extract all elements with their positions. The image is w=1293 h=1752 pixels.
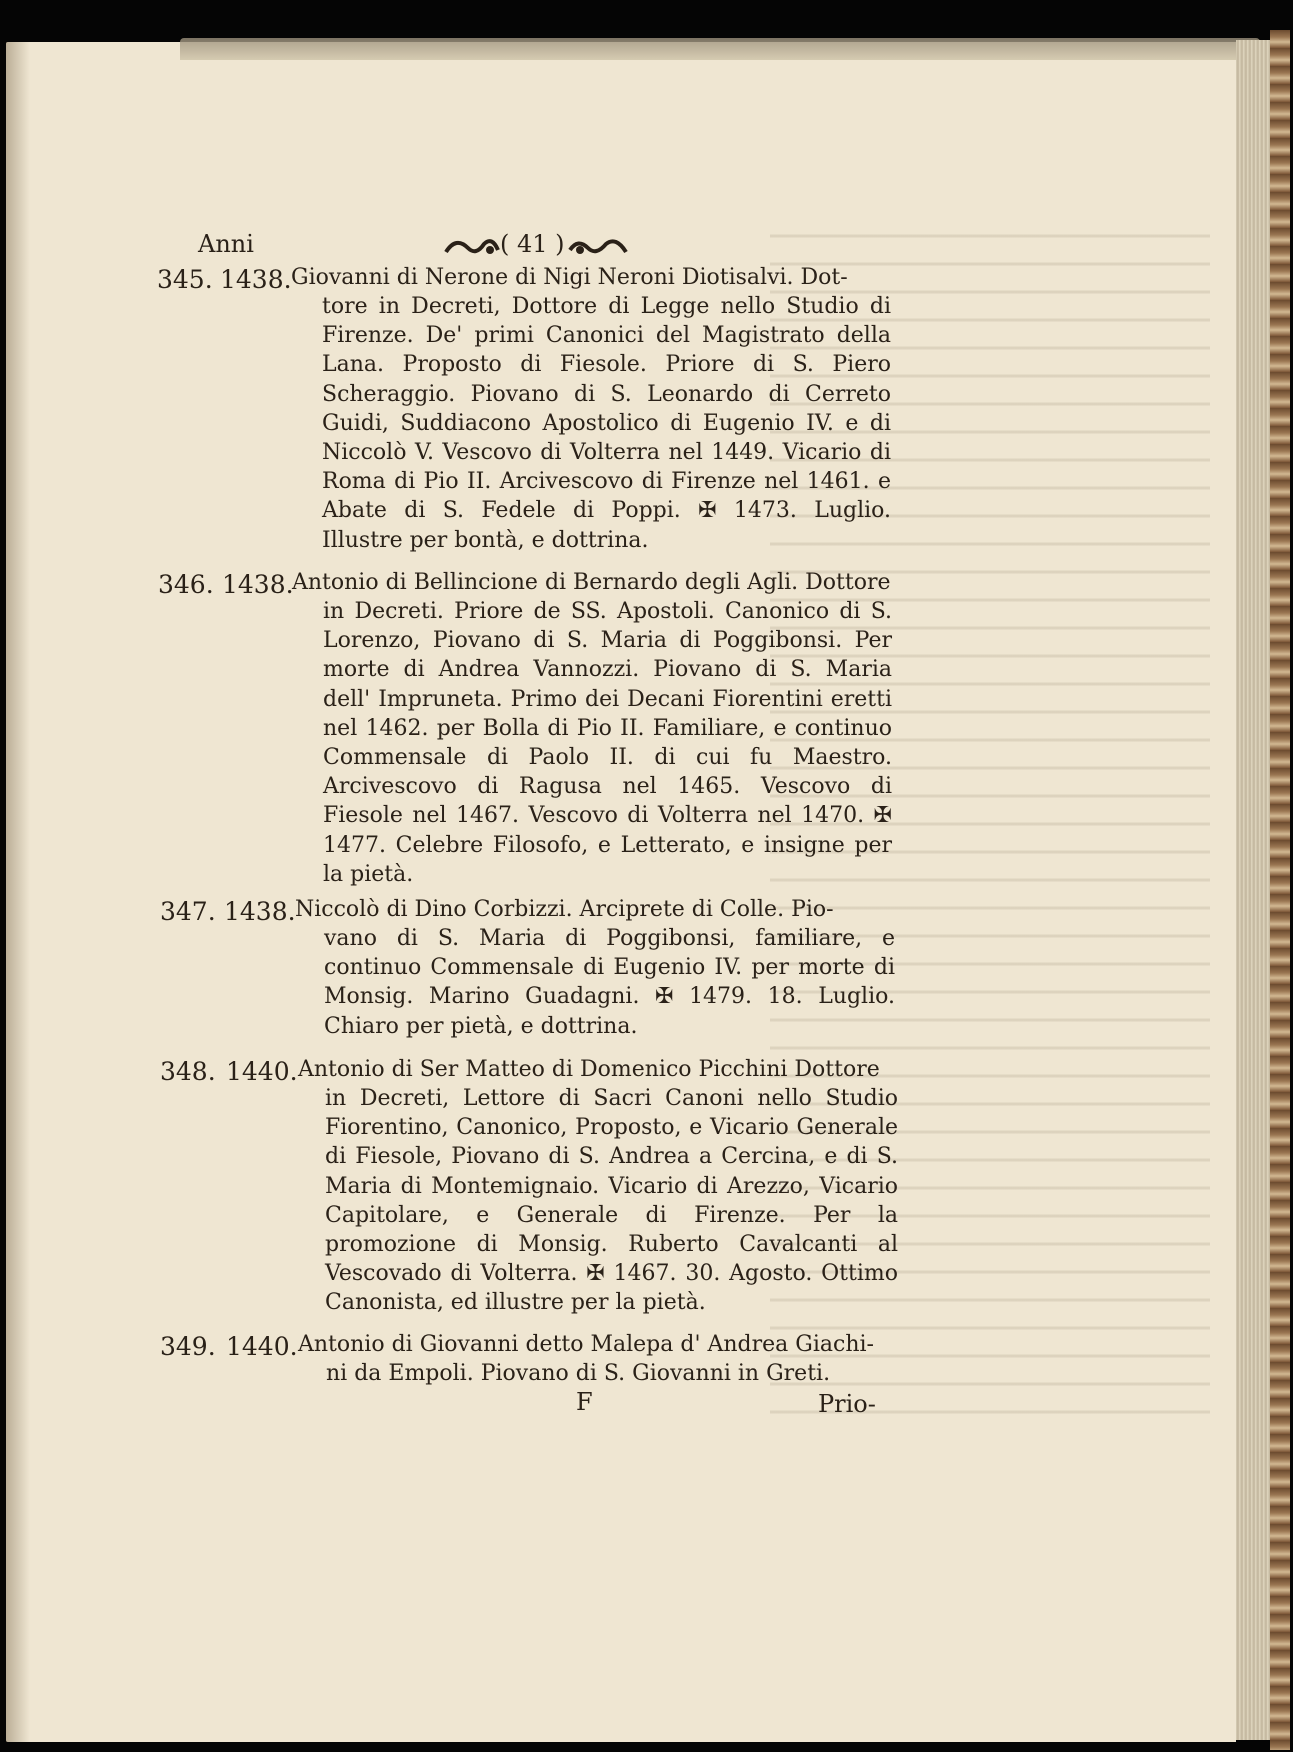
entry-number: 346.: [158, 570, 214, 599]
catchword: Prio-: [818, 1390, 876, 1418]
entry-number: 349.: [160, 1332, 216, 1361]
entry-text: ni da Empoli. Piovano di S. Giovanni in Greti.: [326, 1361, 831, 1386]
entry-text: vano di S. Maria di Poggibonsi, familiare, e continuo Commensale di Eugenio IV. per morte di Monsig. Marino Guadagni. ✠ 1479. 18. Luglio. Chiaro per pietà, e dottrina.: [324, 926, 895, 1039]
entry-number: 348.: [160, 1057, 216, 1086]
entry-year: 1438.: [220, 265, 292, 294]
entry-first-line: Niccolò di Dino Corbizzi. Arciprete di Colle. Pio-: [295, 897, 834, 922]
right-ornament-icon: [566, 232, 630, 262]
entry-year: 1438.: [222, 570, 294, 599]
entry-text: in Decreti. Priore de SS. Apostoli. Canonico di S. Lorenzo, Piovano di S. Maria di Poggibonsi. Per morte di Andrea Vannozzi. Piovano di S. Maria dell' Impruneta. Primo dei Decani Fiorentini eretti nel 1462. per Bolla di Pio II. Familiare, e continuo Commensale di Paolo II. di cui fu Maestro. Arcivescovo di Ragusa nel 1465. Vescovo di Fiesole nel 1467. Vescovo di Volterra nel 1470. ✠ 1477. Celebre Filosofo, e Letterato, e insigne per la pietà.: [323, 599, 892, 887]
page-edges: [1236, 40, 1274, 1740]
entry-text: tore in Decreti, Dottore di Legge nello Studio di Firenze. De' primi Canonici del Magistrato della Lana. Proposto di Fiesole. Priore di S. Piero Scheraggio. Piovano di S. Leonardo di Cerreto Guidi, Suddiacono Apostolico di Eugenio IV. e di Niccolò V. Vescovo di Volterra nel 1449. Vicario di Roma di Pio II. Arcivescovo di Firenze nel 1461. e Abate di S. Fedele di Poppi. ✠ 1473. Luglio. Illustre per bontà, e dottrina.: [322, 294, 891, 553]
running-head-left: Anni: [198, 230, 254, 258]
entry-year: 1440.: [226, 1332, 298, 1361]
entry-year: 1438.: [224, 897, 296, 926]
page-number: ( 41 ): [500, 230, 565, 258]
entry-number: 347.: [160, 897, 216, 926]
entry-text: in Decreti, Lettore di Sacri Canoni nello Studio Fiorentino, Canonico, Proposto, e Vicario Generale di Fiesole, Piovano di S. Andrea a Cercina, e di S. Maria di Montemignaio. Vicario di Arezzo, Vicario Capitolare, e Generale di Firenze. Per la promozione di Monsig. Ruberto Cavalcanti al Vescovado di Volterra. ✠ 1467. 30. Agosto. Ottimo Canonista, ed illustre per la pietà.: [325, 1086, 898, 1316]
entry-year: 1440.: [226, 1057, 298, 1086]
entry-first-line: Giovanni di Nerone di Nigi Neroni Diotisalvi. Dot-: [291, 265, 848, 290]
left-ornament-icon: [442, 232, 502, 262]
page-top-edge: [180, 38, 1260, 60]
marbled-cover-edge: [1270, 30, 1290, 1750]
signature-mark: F: [576, 1388, 593, 1416]
entry-number: 345.: [157, 265, 213, 294]
entry-first-line: Antonio di Bellincione di Bernardo degli Agli. Dottore: [292, 570, 891, 595]
entry-first-line: Antonio di Ser Matteo di Domenico Picchini Dottore: [298, 1057, 880, 1082]
gutter-shadow: [6, 42, 30, 1742]
entry-first-line: Antonio di Giovanni detto Malepa d' Andrea Giachi-: [298, 1332, 874, 1357]
